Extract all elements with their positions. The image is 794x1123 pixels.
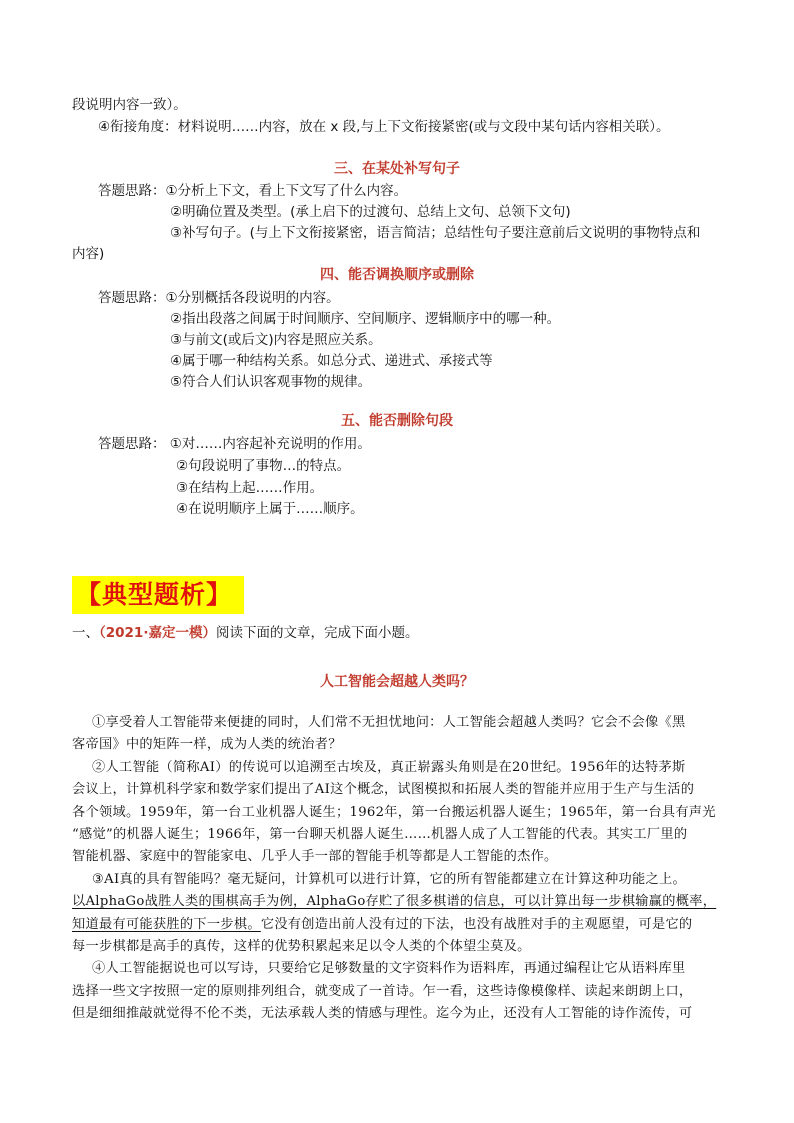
section-3-line-4: 内容)	[72, 246, 105, 262]
article-p2-line-3: 各个领域。1959年，第一台工业机器人诞生；1962年，第一台搬运机器人诞生；1965年，第一台具有声光	[72, 804, 716, 820]
section-4-line-2: ②指出段落之间属于时间顺序、空间顺序、逻辑顺序中的哪一种。	[170, 311, 561, 327]
article-p4-line-1: ④人工智能据说也可以写诗，只要给它足够数量的文字资料作为语料库，再通过编程让它从语料库里	[92, 961, 686, 977]
question-prefix: 一、	[72, 625, 99, 641]
article-p3-line-3	[72, 914, 722, 936]
section-5-line-4: ④在说明顺序上属于……顺序。	[176, 501, 364, 517]
question-instruction: 阅读下面的文章，完成下面小题。	[215, 625, 419, 641]
article-title: 人工智能会超越人类吗？	[320, 674, 474, 690]
section-4-title: 四、能否调换顺序或删除	[320, 267, 474, 283]
typical-analysis-banner	[72, 576, 244, 614]
article-p1-line-2: 客帝国》中的矩阵一样，成为人类的统治者？	[72, 737, 342, 753]
article-p3-line-4: 每一步棋都是高手的真传，这样的优势积累起来足以令人类的个体望尘莫及。	[72, 939, 531, 955]
article-p4-line-3: 但是细细推敲就觉得不伦不类，无法承载人类的情感与理性。迄今为止，还没有人工智能的诗作流传，可	[72, 1006, 693, 1022]
article-p3-line-3-rest: 它没有创造出前人没有过的下法，也没有战胜对手的主观愿望，可是它的	[260, 916, 693, 932]
article-p1-line-1: ①享受着人工智能带来便捷的同时，人们常不无担忧地问：人工智能会超越人类吗？它会不会像《黑	[92, 715, 686, 730]
article-p2-line-5: 智能机器、家庭中的智能家电、几乎人手一部的智能手机等都是人工智能的杰作。	[72, 849, 558, 865]
intro-line-1: 段说明内容一致）。	[72, 97, 187, 113]
section-3-title: 三、在某处补写句子	[334, 161, 460, 177]
question-source: （2021·嘉定一模）	[99, 625, 216, 641]
section-3-line-2: ②明确位置及类型。(承上启下的过渡句、总结上文句、总领下文句)	[170, 204, 571, 220]
section-5-title: 五、能否删除句段	[341, 413, 453, 429]
article-p3-underlined-text: 知道最有可能获胜的下一步棋。	[72, 916, 261, 932]
section-4-line-5: ⑤符合人们认识客观事物的规律。	[170, 374, 372, 390]
article-p2-line-1: ②人工智能（简称AI）的传说可以追溯至古埃及，真正崭露头角则是在20世纪。1956年的达特茅斯	[92, 759, 686, 775]
section-3-line-1: 答题思路：①分析上下文，看上下文写了什么内容。	[98, 183, 408, 199]
article-p4-line-2: 选择一些文字按照一定的原则排列组合，就变成了一首诗。乍一看，这些诗像模像样、读起来朗朗上口，	[72, 983, 693, 999]
section-3-line-3: ③补写句子。(与上下文衔接紧密，语言简洁；总结性句子要注意前后文说明的事物特点和	[170, 225, 701, 241]
question-line	[72, 624, 418, 642]
section-5-line-2: ②句段说明了事物…的特点。	[176, 458, 351, 474]
article-p2-line-2: 会议上，计算机科学家和数学家们提出了AI这个概念，试图模拟和拓展人类的智能并应用于生产与生活的	[72, 782, 695, 798]
section-4-line-1: 答题思路：①分别概括各段说明的内容。	[98, 290, 340, 306]
banner-label: 【典型题析】	[76, 580, 233, 609]
intro-line-2: ④衔接角度：材料说明……内容，放在 x 段,与上下文衔接紧密(或与文段中某句话内容相关联）。	[98, 119, 670, 135]
article-p2-line-4: “感觉”的机器人诞生；1966年，第一台聊天机器人诞生……机器人成了人工智能的代表。其实工厂里的	[72, 827, 688, 843]
section-4-line-4: ④属于哪一种结构关系。如总分式、递进式、承接式等	[170, 353, 493, 369]
article-p3-line-1: ③AI真的具有智能吗？毫无疑问，计算机可以进行计算，它的所有智能都建立在计算这种功能之上。	[92, 871, 686, 887]
article-p3-line-2: 以AlphaGo战胜人类的围棋高手为例，AlphaGo存贮了很多棋谱的信息，可以计算出每一步棋输赢的概率，	[72, 894, 717, 910]
section-5-line-3: ③在结构上起……作用。	[176, 480, 324, 496]
article-body	[72, 712, 722, 1026]
section-5-line-1: 答题思路： ①对……内容起补充说明的作用。	[98, 436, 371, 452]
section-4-line-3: ③与前文(或后文)内容是照应关系。	[170, 332, 382, 348]
